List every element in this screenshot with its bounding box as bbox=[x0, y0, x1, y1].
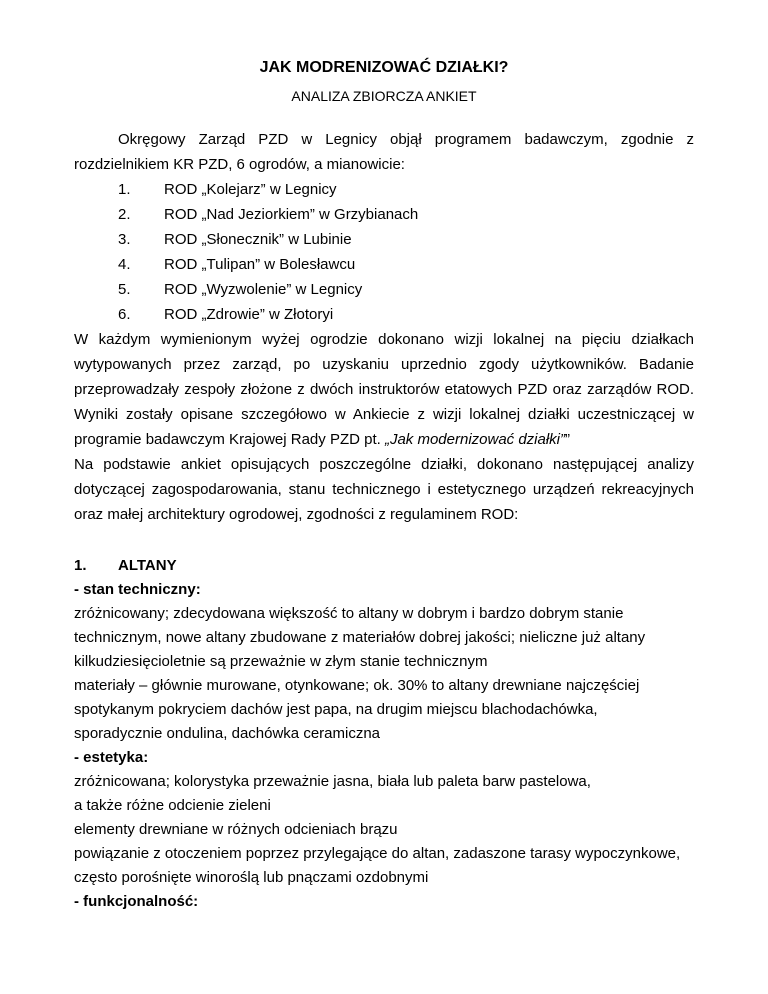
functionality-heading: - funkcjonalność: bbox=[74, 893, 199, 910]
text-line: materiały – głównie murowane, otynkowane; ok. 30% to altany drewniane najczęściej bbox=[74, 677, 640, 694]
text-line: kilkudziesięcioletnie są przeważnie w złym stanie technicznym bbox=[74, 653, 488, 670]
list-item-number: 1. bbox=[118, 181, 131, 198]
tech-condition-heading: - stan techniczny: bbox=[74, 581, 201, 598]
gardens-list bbox=[74, 177, 694, 327]
analysis-paragraph: Na podstawie ankiet opisujących poszczególne działki, dokonano następującej analizy dotyczącej zagospodarowania, stanu technicznego i estetycznego urządzeń rekreacyjnych oraz małej architektury ogrodowej, zgodności z regulaminem ROD: bbox=[74, 456, 694, 523]
list-item-name: ROD „Zdrowie” w Złotoryi bbox=[164, 306, 334, 323]
text-line: a także różne odcienie zieleni bbox=[74, 797, 271, 814]
list-item-name: ROD „Słonecznik” w Lubinie bbox=[164, 231, 352, 248]
list-item bbox=[74, 202, 694, 227]
section-number: 1. bbox=[74, 557, 87, 574]
list-item bbox=[74, 302, 694, 327]
text-line: powiązanie z otoczeniem poprzez przylegające do altan, zadaszone tarasy wypoczynkowe, bbox=[74, 845, 681, 862]
list-item-number: 4. bbox=[118, 256, 131, 273]
text-line: zróżnicowana; kolorystyka przeważnie jasna, biała lub paleta barw pastelowa, bbox=[74, 773, 591, 790]
aesthetics-heading: - estetyka: bbox=[74, 749, 149, 766]
list-item bbox=[74, 277, 694, 302]
list-item bbox=[74, 177, 694, 202]
section-title: ALTANY bbox=[118, 557, 177, 574]
list-item-number: 3. bbox=[118, 231, 131, 248]
text-line: elementy drewniane w różnych odcieniach brązu bbox=[74, 821, 398, 838]
list-item-number: 2. bbox=[118, 206, 131, 223]
text-line: często porośnięte winoroślą lub pnączami ozdobnymi bbox=[74, 869, 429, 886]
list-item-number: 6. bbox=[118, 306, 131, 323]
text-line: sporadycznie ondulina, dachówka ceramiczna bbox=[74, 725, 381, 742]
list-item bbox=[74, 227, 694, 252]
list-item-name: ROD „Kolejarz” w Legnicy bbox=[164, 181, 337, 198]
text-line: spotykanym pokryciem dachów jest papa, na drugim miejscu blachodachówka, bbox=[74, 701, 598, 718]
section-heading bbox=[74, 554, 694, 578]
intro-paragraph: Okręgowy Zarząd PZD w Legnicy objął programem badawczym, zgodnie z rozdzielnikiem KR PZD, 6 ogrodów, a mianowicie: bbox=[74, 131, 694, 173]
visit-paragraph-end: ” bbox=[565, 431, 571, 448]
list-item-name: ROD „Tulipan” w Bolesławcu bbox=[164, 256, 356, 273]
list-item-name: ROD „Nad Jeziorkiem” w Grzybianach bbox=[164, 206, 419, 223]
visit-paragraph bbox=[74, 327, 694, 452]
survey-title: „Jak modernizować działki” bbox=[384, 431, 566, 448]
text-line: zróżnicowany; zdecydowana większość to altany w dobrym i bardzo dobrym stanie bbox=[74, 605, 624, 622]
list-item-name: ROD „Wyzwolenie” w Legnicy bbox=[164, 281, 363, 298]
document-page bbox=[74, 58, 694, 914]
page-subtitle: ANALIZA ZBIORCZA ANKIET bbox=[291, 88, 477, 104]
visit-paragraph-text: W każdym wymienionym wyżej ogrodzie dokonano wizji lokalnej na pięciu działkach wytypowanych przez zarząd, po uzyskaniu uprzednio zgody użytkowników. Badanie przeprowadzały zespoły złożone z dwóch instruktorów etatowych PZD oraz zarządów ROD. Wyniki zostały opisane szczegółowo w Ankiecie z wizji lokalnej działki uczestniczącej w programie badawczym Krajowej Rady PZD pt. bbox=[74, 331, 694, 448]
text-line: technicznym, nowe altany zbudowane z materiałów dobrej jakości; nieliczne już altany bbox=[74, 629, 646, 646]
page-title: JAK MODRENIZOWAĆ DZIAŁKI? bbox=[259, 59, 509, 76]
list-item-number: 5. bbox=[118, 281, 131, 298]
list-item bbox=[74, 252, 694, 277]
